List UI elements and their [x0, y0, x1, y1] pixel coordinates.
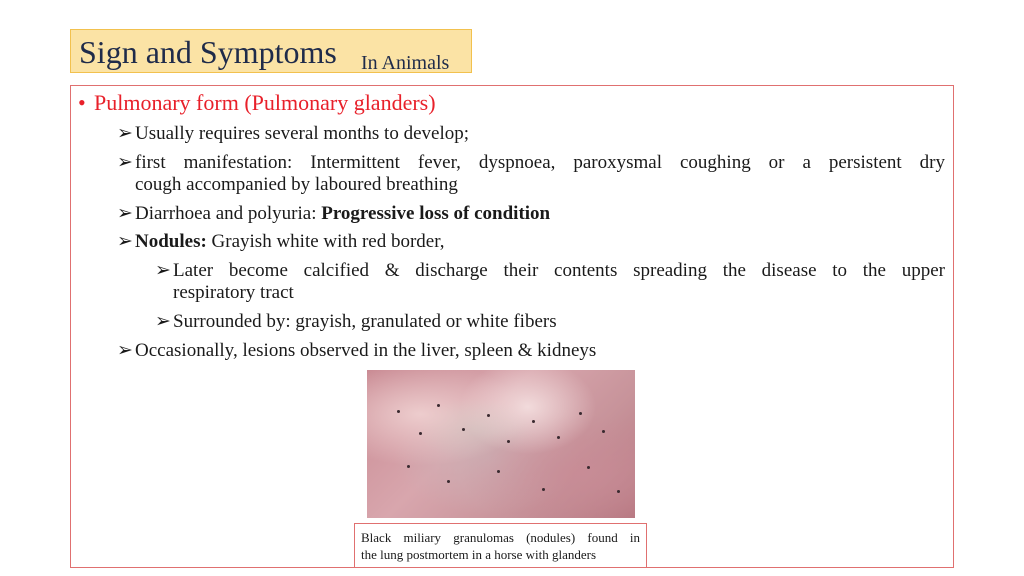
list-item: [117, 339, 596, 362]
nodule-dot: [497, 470, 500, 473]
arrow-bullet-icon: ➢: [155, 260, 171, 281]
list-item: [117, 230, 445, 253]
list-item-text: Grayish white with red border,: [206, 231, 445, 252]
nodule-dot: [447, 480, 450, 483]
nodule-dot: [617, 490, 620, 493]
list-item: [117, 202, 550, 225]
nodule-dot: [557, 436, 560, 439]
arrow-bullet-icon: ➢: [117, 123, 133, 144]
arrow-bullet-icon: ➢: [117, 203, 133, 224]
heading-text: Pulmonary form (Pulmonary glanders): [94, 90, 436, 115]
nodule-dot: [419, 432, 422, 435]
nodule-dot: [437, 404, 440, 407]
sub-list-item: [155, 259, 945, 282]
nodule-dot: [587, 466, 590, 469]
sub-list-item: [155, 310, 557, 333]
photo-caption: [354, 523, 647, 568]
arrow-bullet-icon: ➢: [117, 231, 133, 252]
list-item-text: Diarrhoea and polyuria:: [135, 203, 322, 224]
arrow-bullet-icon: ➢: [117, 152, 133, 173]
arrow-bullet-icon: ➢: [155, 311, 171, 332]
sub-list-item-continuation: respiratory tract: [173, 282, 294, 303]
list-item: [117, 122, 469, 145]
nodule-dot: [462, 428, 465, 431]
bullet-icon: •: [78, 90, 86, 115]
caption-line: Black miliary granulomas (nodules) found in: [361, 530, 640, 545]
nodule-dot: [579, 412, 582, 415]
list-item-bold-text: Progressive loss of condition: [321, 203, 551, 224]
list-item: [117, 151, 945, 174]
nodule-dot: [602, 430, 605, 433]
nodule-dot: [487, 414, 490, 417]
slide-title-box: [70, 29, 472, 73]
nodule-dot: [407, 465, 410, 468]
slide-title: Sign and Symptoms: [79, 34, 337, 70]
sub-list-item-text: Later become calcified & discharge their contents spreading the disease to the upper: [173, 260, 945, 281]
list-item-text: Occasionally, lesions observed in the liver, spleen & kidneys: [135, 340, 597, 361]
sub-list-item-text: Surrounded by: grayish, granulated or white fibers: [173, 311, 557, 332]
slide-subtitle: In Animals: [361, 52, 450, 74]
list-item-bold-text: Nodules:: [135, 231, 207, 252]
list-item-text: Usually requires several months to develop;: [135, 123, 470, 144]
nodule-dot: [397, 410, 400, 413]
list-item-continuation: cough accompanied by laboured breathing: [135, 174, 458, 195]
arrow-bullet-icon: ➢: [117, 340, 133, 361]
section-heading: [78, 90, 436, 116]
nodule-dot: [507, 440, 510, 443]
nodule-dot: [532, 420, 535, 423]
lung-tissue-photo: [367, 370, 635, 518]
caption-line: the lung postmortem in a horse with glanders: [361, 547, 597, 562]
list-item-text: first manifestation: Intermittent fever, dyspnoea, paroxysmal coughing or a persistent dry: [135, 152, 945, 173]
nodule-dot: [542, 488, 545, 491]
